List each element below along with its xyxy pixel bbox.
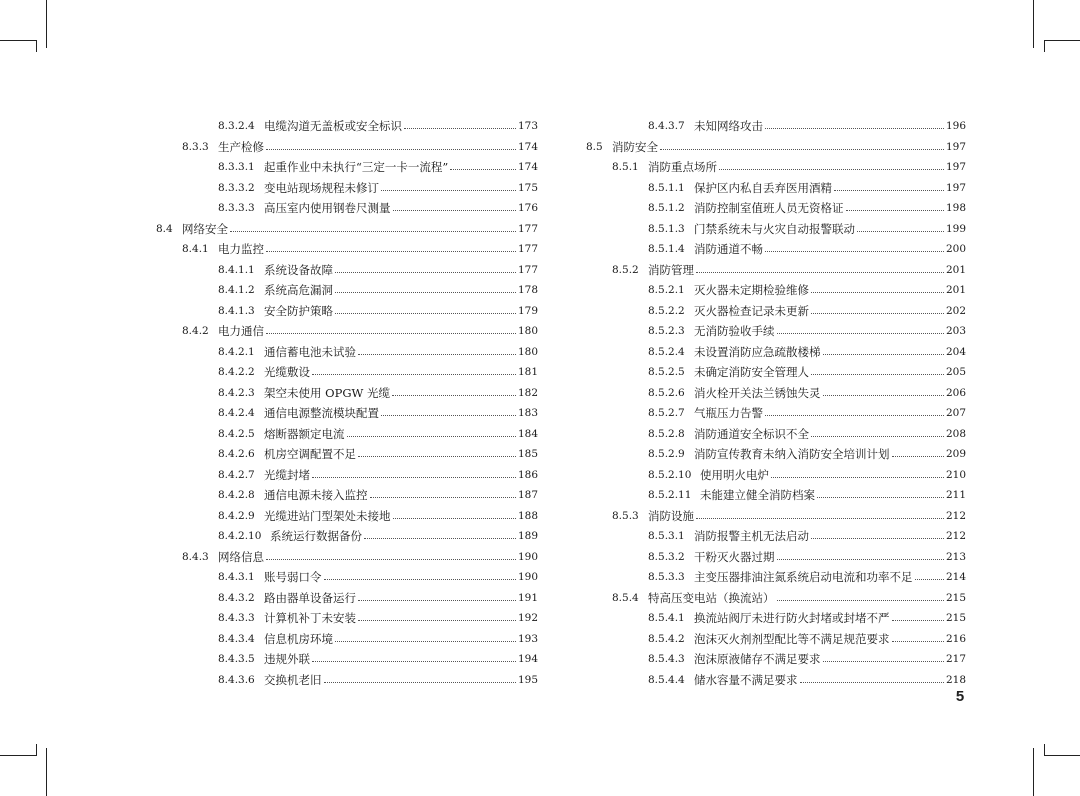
toc-dot-leader — [765, 250, 944, 252]
toc-entry — [150, 239, 538, 260]
toc-entry-page: 174 — [517, 161, 538, 173]
crop-mark — [46, 0, 47, 48]
toc-entry-title: 高压室内使用钢卷尺测量 — [264, 201, 391, 215]
toc-entry-title: 交换机老旧 — [264, 672, 322, 687]
toc-entry-number: 8.5.2.10 — [648, 468, 692, 481]
crop-mark — [1033, 748, 1034, 796]
toc-entry-title: 换流站阀厅未进行防火封堵或封堵不严 — [694, 611, 890, 625]
toc-entry-page: 178 — [517, 284, 538, 296]
toc-entry-page: 175 — [517, 181, 538, 194]
toc-dot-leader — [312, 660, 516, 662]
toc-entry-page: 212 — [945, 530, 966, 542]
toc-entry-page: 191 — [517, 591, 538, 604]
toc-entry — [580, 567, 966, 588]
toc-entry-number: 8.4 — [156, 222, 173, 235]
toc-entry-page: 182 — [517, 386, 538, 399]
toc-entry-title: 光缆进站门型架处未接地 — [264, 508, 391, 523]
toc-entry-page: 185 — [517, 448, 538, 460]
toc-entry-title: 灭火器未定期检验维修 — [694, 283, 809, 297]
toc-entry-page: 177 — [517, 222, 538, 235]
toc-entry-page: 205 — [945, 366, 966, 378]
toc-entry-number: 8.4.2.5 — [218, 427, 255, 440]
toc-entry-title: 气瓶压力告警 — [694, 406, 763, 420]
toc-entry — [580, 649, 966, 670]
toc-entry-title: 架空未使用 OPGW 光缆 — [264, 385, 390, 400]
toc-dot-leader — [404, 127, 516, 129]
toc-entry — [150, 588, 538, 609]
crop-mark — [1044, 40, 1045, 52]
crop-mark — [0, 755, 36, 756]
toc-dot-leader — [370, 496, 516, 498]
toc-entry-title: 网络信息 — [218, 549, 264, 564]
toc-entry-page: 202 — [945, 304, 966, 317]
toc-entry — [580, 178, 966, 199]
toc-entry-title: 通信电源未接入监控 — [264, 488, 368, 502]
toc-entry-page: 204 — [945, 345, 966, 358]
page-number: 5 — [955, 688, 965, 705]
toc-entry-title: 电力通信 — [218, 324, 264, 338]
toc-entry-title: 消防安全 — [612, 139, 658, 154]
toc-entry-number: 8.5.2 — [612, 263, 639, 276]
toc-entry — [150, 321, 538, 342]
toc-entry-number: 8.5.1.1 — [648, 181, 685, 194]
toc-entry — [580, 670, 966, 691]
toc-entry — [580, 629, 966, 650]
toc-entry-page: 210 — [945, 468, 966, 481]
toc-entry — [150, 280, 538, 301]
toc-entry-title: 消防通道安全标识不全 — [694, 426, 809, 441]
toc-entry-page: 201 — [945, 263, 966, 276]
toc-entry-title: 未知网络攻击 — [694, 119, 763, 133]
toc-entry-page: 174 — [517, 140, 538, 153]
toc-entry — [580, 342, 966, 363]
toc-entry-number: 8.4.2.4 — [218, 407, 255, 419]
toc-dot-leader — [811, 291, 944, 293]
toc-entry-title: 门禁系统未与火灾自动报警联动 — [694, 221, 855, 236]
crop-mark — [1044, 755, 1080, 756]
toc-entry-title: 路由器单设备运行 — [264, 590, 356, 605]
toc-entry-number: 8.5.2.11 — [648, 489, 692, 501]
toc-entry — [150, 403, 538, 424]
toc-entry-title: 消防通道不畅 — [694, 242, 763, 256]
toc-entry-number: 8.5.2.1 — [648, 284, 685, 296]
toc-dot-leader — [335, 640, 516, 642]
toc-entry-title: 消火栓开关法兰锈蚀失灵 — [694, 385, 821, 400]
toc-entry-page: 194 — [517, 653, 538, 665]
toc-entry-title: 安全防护策略 — [264, 303, 333, 318]
toc-entry-page: 180 — [517, 345, 538, 358]
toc-dot-leader — [335, 271, 516, 273]
toc-entry — [150, 444, 538, 465]
toc-entry-number: 8.5.1.4 — [648, 243, 685, 255]
toc-entry-number: 8.5.2.4 — [648, 345, 685, 358]
toc-entry-page: 215 — [945, 612, 966, 624]
crop-mark — [1033, 0, 1034, 48]
toc-entry — [580, 506, 966, 527]
toc-dot-leader — [312, 476, 516, 478]
toc-entry-title: 特高压变电站（换流站） — [648, 590, 775, 605]
toc-entry — [150, 567, 538, 588]
toc-dot-leader — [347, 435, 516, 437]
toc-dot-leader — [817, 496, 944, 498]
toc-entry-title: 账号弱口令 — [264, 570, 322, 584]
toc-dot-leader — [800, 681, 944, 683]
toc-entry-page: 199 — [945, 222, 966, 235]
toc-entry-number: 8.5.2.5 — [648, 366, 685, 378]
toc-entry-number: 8.3.3.2 — [218, 181, 255, 194]
toc-entry-number: 8.5.2.9 — [648, 448, 685, 460]
toc-entry-number: 8.3.3 — [182, 140, 209, 153]
toc-entry-page: 195 — [517, 673, 538, 686]
toc-entry — [580, 198, 966, 219]
toc-dot-leader — [892, 640, 944, 642]
toc-dot-leader — [719, 168, 944, 170]
toc-entry-number: 8.5 — [586, 140, 603, 153]
toc-dot-leader — [358, 353, 516, 355]
toc-entry-title: 系统设备故障 — [264, 262, 333, 277]
crop-mark — [0, 40, 36, 41]
toc-entry — [580, 465, 966, 486]
toc-entry — [580, 526, 966, 547]
toc-dot-leader — [335, 312, 516, 314]
toc-entry-number: 8.5.4.1 — [648, 612, 685, 624]
toc-entry — [150, 178, 538, 199]
toc-entry-title: 使用明火电炉 — [700, 467, 769, 482]
toc-entry-title: 消防重点场所 — [648, 160, 717, 174]
toc-entry — [150, 219, 538, 240]
toc-entry-number: 8.5.3.3 — [648, 571, 685, 583]
toc-entry-title: 光缆敷设 — [264, 365, 310, 379]
toc-entry-number: 8.5.2.2 — [648, 304, 685, 317]
toc-dot-leader — [765, 414, 944, 416]
toc-entry-title: 通信蓄电池未试验 — [264, 344, 356, 359]
toc-entry — [580, 588, 966, 609]
toc-entry-page: 196 — [945, 120, 966, 132]
toc-entry-title: 机房空调配置不足 — [264, 447, 356, 461]
toc-entry-number: 8.5.4 — [612, 591, 639, 604]
toc-entry — [580, 444, 966, 465]
toc-entry-title: 起重作业中未执行“三定一卡一流程” — [264, 160, 449, 174]
toc-entry-number: 8.5.2.6 — [648, 386, 685, 399]
toc-entry-page: 209 — [945, 448, 966, 460]
toc-entry-title: 保护区内私自丢弃医用酒精 — [694, 180, 832, 195]
toc-entry-page: 218 — [945, 673, 966, 686]
toc-dot-leader — [834, 189, 944, 191]
toc-dot-leader — [892, 455, 944, 457]
toc-entry — [580, 321, 966, 342]
toc-entry-title: 生产检修 — [218, 139, 264, 154]
toc-dot-leader — [450, 168, 516, 170]
toc-entry-number: 8.4.3 — [182, 550, 209, 563]
toc-entry-number: 8.3.2.4 — [218, 120, 255, 132]
toc-entry-number: 8.5.3.2 — [648, 550, 685, 563]
toc-dot-leader — [381, 189, 516, 191]
toc-entry — [150, 137, 538, 158]
toc-entry-page: 198 — [945, 202, 966, 214]
toc-entry-number: 8.4.3.2 — [218, 591, 255, 604]
toc-entry-number: 8.5.4.4 — [648, 673, 685, 686]
toc-entry — [150, 526, 538, 547]
toc-entry-title: 计算机补丁未安装 — [264, 611, 356, 625]
toc-right-column — [580, 116, 966, 690]
toc-entry-page: 180 — [517, 325, 538, 337]
toc-entry — [580, 424, 966, 445]
toc-entry-number: 8.4.3.6 — [218, 673, 255, 686]
toc-entry-number: 8.4.1.2 — [218, 284, 255, 296]
toc-entry-title: 储水容量不满足要求 — [694, 672, 798, 687]
toc-entry — [580, 260, 966, 281]
toc-entry-page: 213 — [945, 550, 966, 563]
toc-entry — [150, 260, 538, 281]
toc-entry-number: 8.4.1 — [182, 243, 209, 255]
toc-entry-title: 通信电源整流模块配置 — [264, 406, 379, 420]
toc-entry-page: 206 — [945, 386, 966, 399]
toc-left-column — [150, 116, 538, 690]
toc-entry-title: 未确定消防安全管理人 — [694, 365, 809, 379]
toc-entry-page: 177 — [517, 263, 538, 276]
crop-mark — [1044, 40, 1080, 41]
toc-dot-leader — [696, 271, 944, 273]
toc-dot-leader — [393, 209, 516, 211]
toc-dot-leader — [823, 353, 944, 355]
toc-entry — [150, 506, 538, 527]
toc-dot-leader — [392, 394, 516, 396]
toc-entry-number: 8.3.3.3 — [218, 202, 255, 214]
toc-entry — [580, 280, 966, 301]
toc-entry-title: 电力监控 — [218, 242, 264, 256]
toc-entry — [580, 301, 966, 322]
toc-dot-leader — [324, 578, 516, 580]
toc-dot-leader — [324, 681, 516, 683]
toc-dot-leader — [660, 148, 944, 150]
toc-entry-page: 179 — [517, 304, 538, 317]
toc-dot-leader — [777, 599, 944, 601]
toc-dot-leader — [811, 312, 944, 314]
toc-entry-page: 193 — [517, 632, 538, 645]
toc-dot-leader — [266, 250, 516, 252]
toc-entry-page: 192 — [517, 612, 538, 624]
toc-entry-number: 8.4.2.2 — [218, 366, 255, 378]
toc-entry-page: 183 — [517, 407, 538, 419]
toc-entry — [150, 424, 538, 445]
crop-mark — [36, 40, 37, 52]
toc-entry-number: 8.5.1.3 — [648, 222, 685, 235]
toc-entry-number: 8.4.2 — [182, 325, 209, 337]
toc-dot-leader — [696, 517, 944, 519]
toc-dot-leader — [811, 435, 944, 437]
toc-entry-page: 181 — [517, 366, 538, 378]
toc-entry-number: 8.4.3.7 — [648, 120, 685, 132]
toc-entry-number: 8.4.3.4 — [218, 632, 255, 645]
toc-entry-page: 197 — [945, 161, 966, 173]
toc-entry-page: 184 — [517, 427, 538, 440]
toc-dot-leader — [823, 394, 944, 396]
toc-entry — [150, 608, 538, 629]
toc-dot-leader — [358, 455, 516, 457]
toc-entry-title: 消防控制室值班人员无资格证 — [694, 201, 844, 215]
toc-dot-leader — [846, 209, 944, 211]
toc-entry-number: 8.4.2.1 — [218, 345, 255, 358]
toc-entry — [150, 670, 538, 691]
toc-entry-page: 189 — [517, 530, 538, 542]
toc-entry-number: 8.4.2.9 — [218, 509, 255, 522]
toc-entry — [580, 239, 966, 260]
toc-dot-leader — [777, 332, 944, 334]
toc-entry — [150, 547, 538, 568]
toc-entry — [150, 383, 538, 404]
toc-entry — [580, 157, 966, 178]
toc-entry-title: 未设置消防应急疏散楼梯 — [694, 344, 821, 359]
toc-entry — [150, 301, 538, 322]
toc-dot-leader — [765, 127, 944, 129]
toc-entry-title: 灭火器检查记录未更新 — [694, 303, 809, 318]
toc-entry — [150, 362, 538, 383]
toc-entry — [580, 485, 966, 506]
toc-entry — [150, 465, 538, 486]
toc-dot-leader — [381, 414, 516, 416]
toc-dot-leader — [358, 599, 516, 601]
toc-entry-page: 197 — [945, 181, 966, 194]
toc-dot-leader — [364, 537, 516, 539]
toc-entry — [150, 116, 538, 137]
toc-entry — [580, 219, 966, 240]
toc-entry-number: 8.5.1.2 — [648, 202, 685, 214]
toc-entry-page: 186 — [517, 468, 538, 481]
toc-entry — [150, 342, 538, 363]
toc-entry-page: 216 — [945, 632, 966, 645]
toc-entry-title: 消防报警主机无法启动 — [694, 529, 809, 543]
toc-entry-number: 8.5.2.7 — [648, 407, 685, 419]
toc-entry-page: 214 — [945, 571, 966, 583]
toc-entry-title: 光缆封堵 — [264, 467, 310, 482]
toc-entry-title: 消防设施 — [648, 508, 694, 523]
toc-dot-leader — [857, 230, 944, 232]
toc-entry-title: 网络安全 — [182, 221, 228, 236]
toc-entry — [150, 629, 538, 650]
toc-entry-number: 8.5.3 — [612, 509, 639, 522]
toc-entry-page: 187 — [517, 489, 538, 501]
toc-entry — [580, 403, 966, 424]
toc-entry — [580, 608, 966, 629]
toc-entry-title: 未能建立健全消防档案 — [700, 488, 815, 502]
toc-entry-number: 8.4.3.3 — [218, 612, 255, 624]
toc-dot-leader — [312, 373, 516, 375]
toc-entry-number: 8.4.2.3 — [218, 386, 255, 399]
toc-entry-number: 8.4.3.5 — [218, 653, 255, 665]
toc-entry-title: 消防管理 — [648, 262, 694, 277]
toc-dot-leader — [358, 619, 516, 621]
toc-entry-page: 190 — [517, 550, 538, 563]
toc-entry — [580, 383, 966, 404]
toc-entry-page: 207 — [945, 407, 966, 419]
toc-entry-page: 211 — [945, 489, 966, 501]
toc-entry-title: 电缆沟道无盖板或安全标识 — [264, 119, 402, 133]
toc-entry-number: 8.4.2.7 — [218, 468, 255, 481]
toc-entry-page: 197 — [945, 140, 966, 153]
toc-entry-title: 信息机房环境 — [264, 631, 333, 646]
toc-entry — [580, 362, 966, 383]
toc-entry-title: 主变压器排油注氮系统启动电流和功率不足 — [694, 570, 913, 584]
toc-entry-title: 泡沫灭火剂剂型配比等不满足规范要求 — [694, 631, 890, 646]
toc-entry-page: 217 — [945, 653, 966, 665]
toc-entry-page: 215 — [945, 591, 966, 604]
toc-entry-page: 176 — [517, 202, 538, 214]
toc-entry-number: 8.5.3.1 — [648, 530, 685, 542]
toc-entry-page: 200 — [945, 243, 966, 255]
toc-dot-leader — [266, 332, 516, 334]
toc-entry-number: 8.5.2.8 — [648, 427, 685, 440]
toc-entry-number: 8.5.2.3 — [648, 325, 685, 337]
toc-entry-page: 177 — [517, 243, 538, 255]
toc-entry-number: 8.4.2.8 — [218, 489, 255, 501]
toc-entry — [580, 116, 966, 137]
toc-entry-number: 8.3.3.1 — [218, 161, 255, 173]
toc-entry-number: 8.4.1.1 — [218, 263, 255, 276]
toc-dot-leader — [266, 558, 516, 560]
toc-entry-title: 消防宣传教育未纳入消防安全培训计划 — [694, 447, 890, 461]
toc-entry-title: 系统高危漏洞 — [264, 283, 333, 297]
toc-entry-number: 8.4.1.3 — [218, 304, 255, 317]
toc-entry-title: 违规外联 — [264, 652, 310, 666]
crop-mark — [1044, 744, 1045, 756]
toc-dot-leader — [230, 230, 516, 232]
toc-entry-page: 188 — [517, 509, 538, 522]
toc-dot-leader — [777, 558, 944, 560]
toc-dot-leader — [915, 578, 944, 580]
toc-entry-page: 212 — [945, 509, 966, 522]
toc-entry-page: 203 — [945, 325, 966, 337]
toc-entry-title: 无消防验收手续 — [694, 324, 775, 338]
toc-entry-title: 泡沫原液储存不满足要求 — [694, 652, 821, 666]
toc-entry — [150, 485, 538, 506]
toc-entry — [150, 198, 538, 219]
toc-entry-number: 8.5.4.3 — [648, 653, 685, 665]
crop-mark — [36, 744, 37, 756]
toc-dot-leader — [811, 373, 944, 375]
toc-dot-leader — [266, 148, 516, 150]
toc-entry — [150, 649, 538, 670]
toc-entry-title: 变电站现场规程未修订 — [264, 180, 379, 195]
toc-dot-leader — [335, 291, 516, 293]
toc-entry-page: 173 — [517, 120, 538, 132]
toc-entry-number: 8.5.4.2 — [648, 632, 685, 645]
toc-dot-leader — [892, 619, 944, 621]
toc-dot-leader — [771, 476, 944, 478]
toc-entry-title: 干粉灭火器过期 — [694, 549, 775, 564]
toc-entry-page: 190 — [517, 571, 538, 583]
toc-entry-page: 201 — [945, 284, 966, 296]
toc-entry-title: 系统运行数据备份 — [270, 529, 362, 543]
toc-entry-number: 8.4.2.10 — [218, 530, 262, 542]
crop-mark — [46, 748, 47, 796]
toc-dot-leader — [823, 660, 944, 662]
toc-entry — [580, 547, 966, 568]
toc-entry — [580, 137, 966, 158]
toc-entry — [150, 157, 538, 178]
toc-dot-leader — [393, 517, 516, 519]
toc-entry-number: 8.4.2.6 — [218, 448, 255, 460]
toc-entry-title: 熔断器额定电流 — [264, 426, 345, 441]
toc-entry-number: 8.4.3.1 — [218, 571, 255, 583]
toc-dot-leader — [811, 537, 944, 539]
toc-entry-page: 208 — [945, 427, 966, 440]
toc-entry-number: 8.5.1 — [612, 161, 639, 173]
